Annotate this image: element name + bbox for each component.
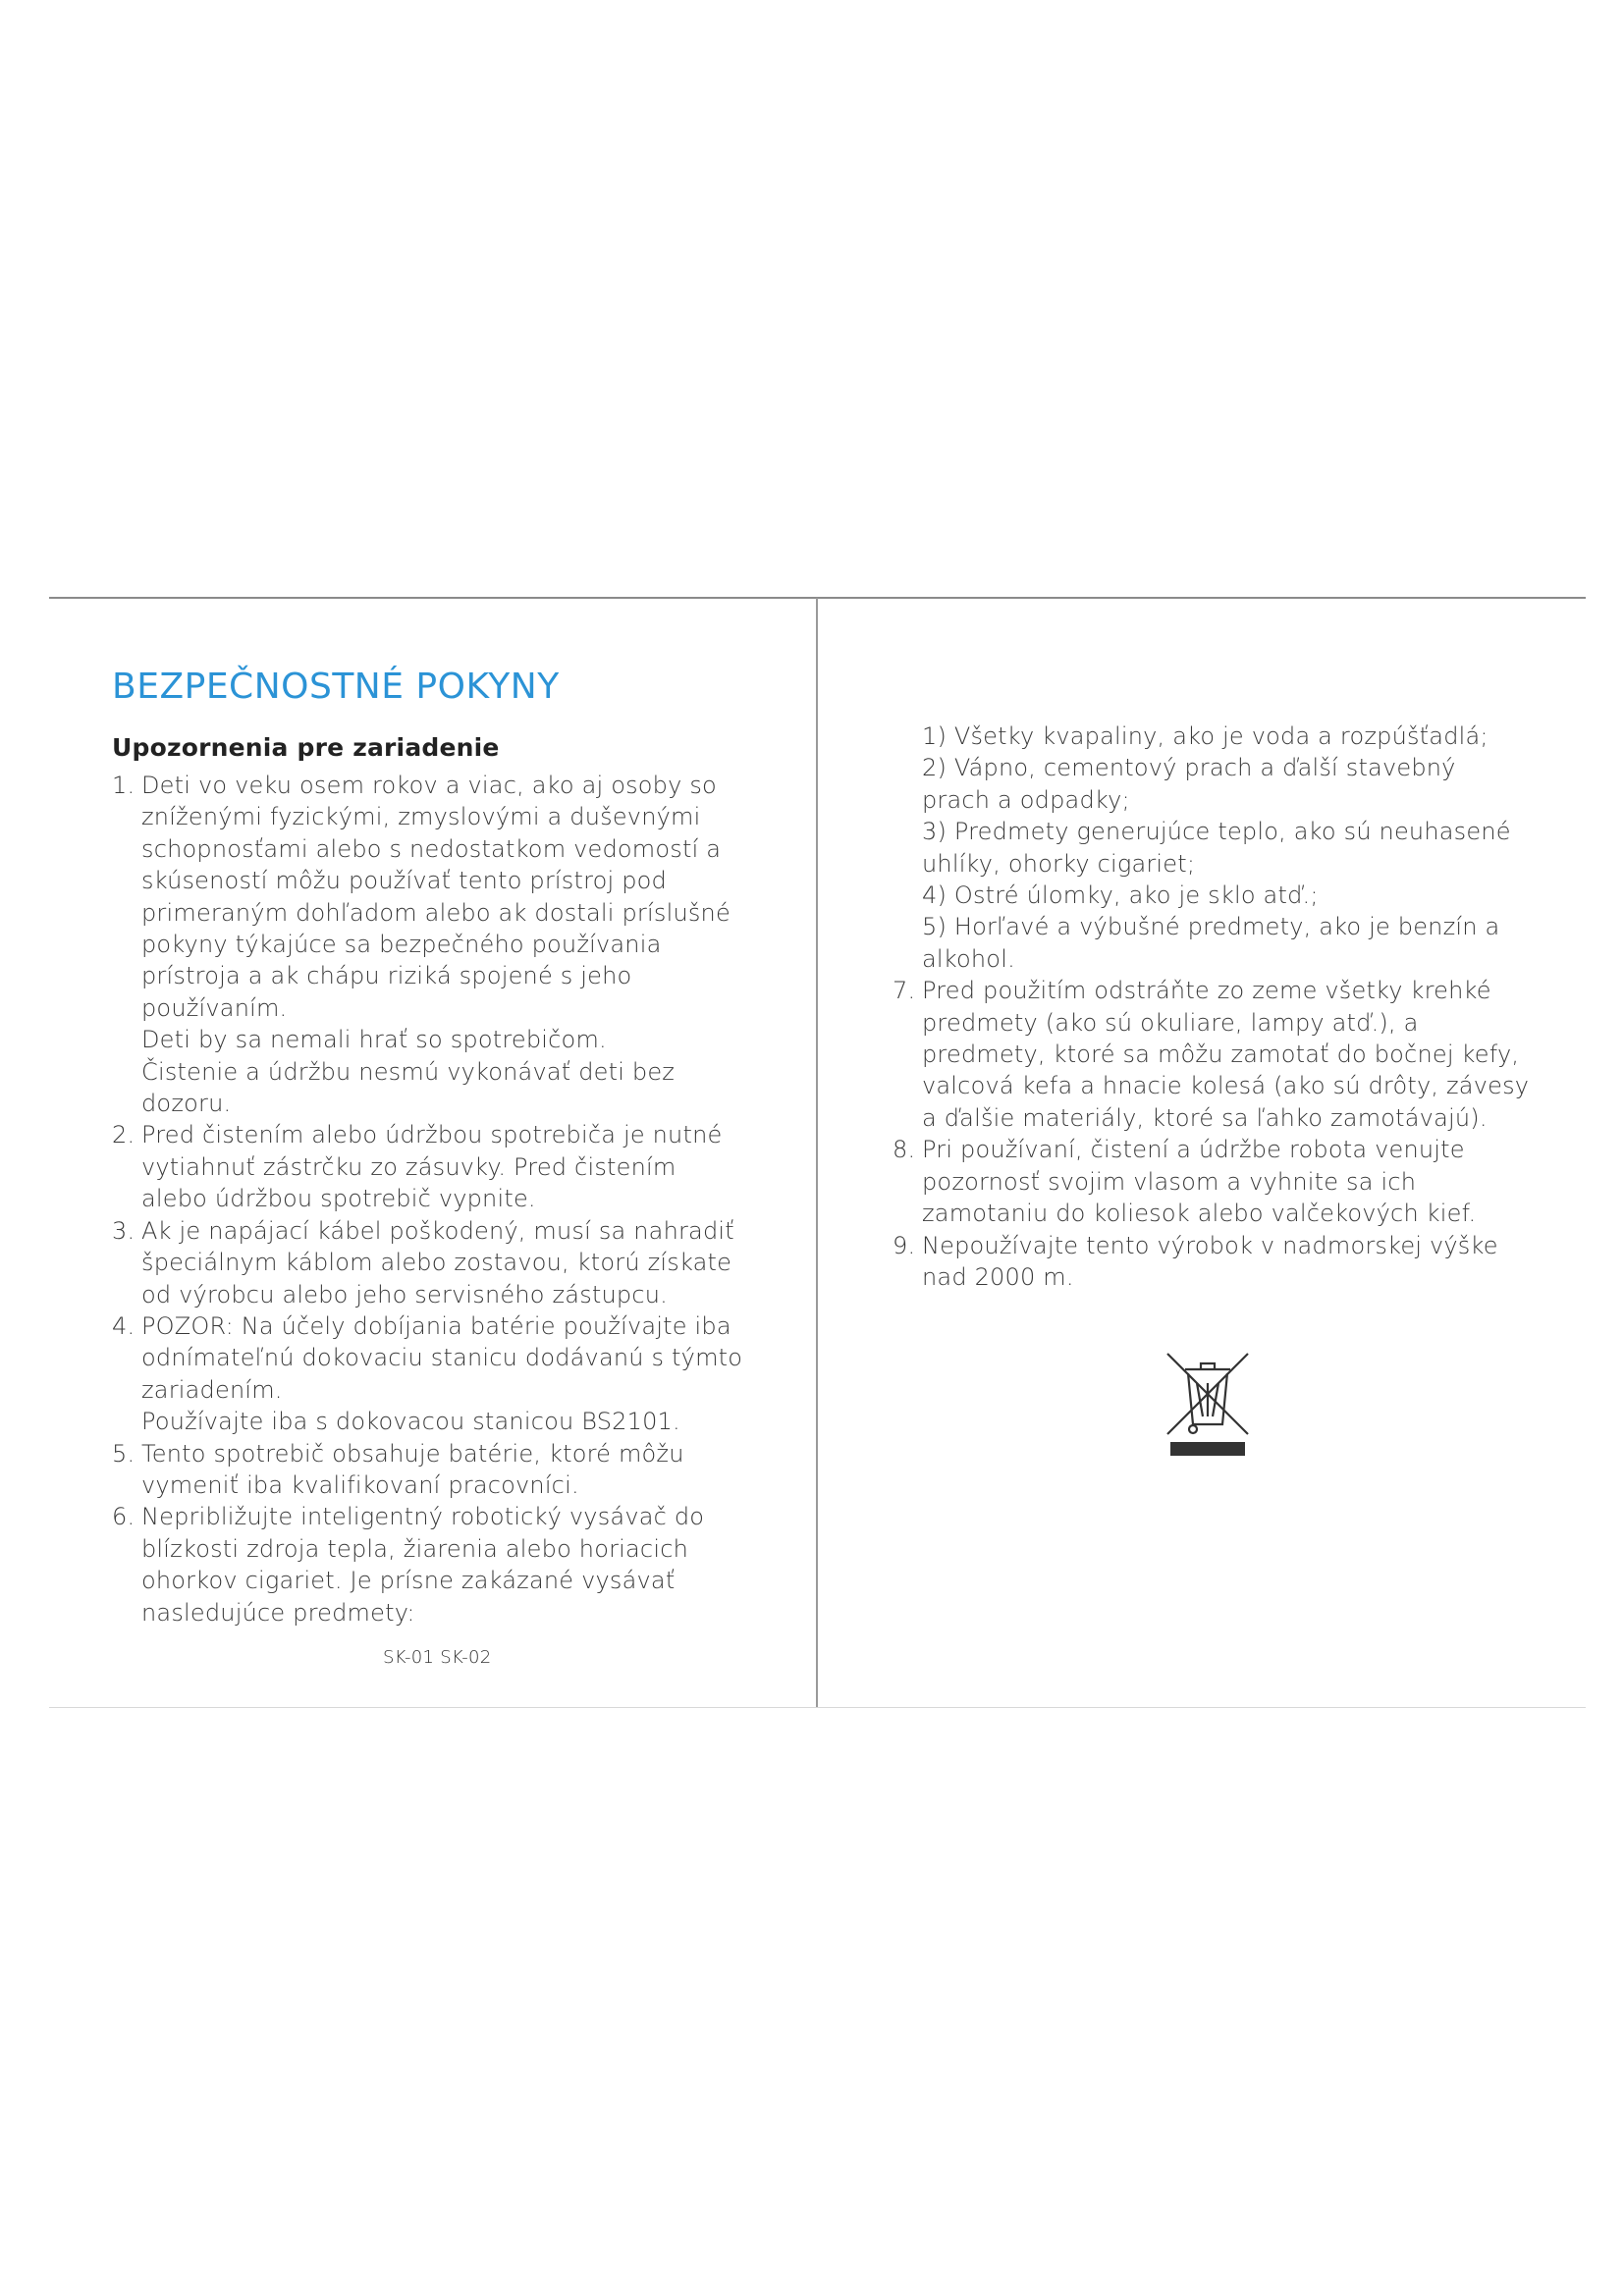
sub-item-line: 1) Všetky kvapaliny, ako je voda a rozpúšťadlá; — [922, 722, 1489, 750]
list-item-line: Deti vo veku osem rokov a viac, ako aj osoby so — [141, 772, 717, 799]
list-item-number: 3. — [112, 1216, 135, 1245]
list-item-line: pozornosť svojim vlasom a vyhnite sa ich — [922, 1167, 1417, 1196]
list-item-line: nasledujúce predmety: — [141, 1598, 415, 1627]
list-item-line: primeraným dohľadom alebo ak dostali príslušné — [141, 898, 731, 927]
list-item-line: Pred čistením alebo údržbou spotrebiča je nutné — [141, 1121, 723, 1149]
list-item-line: zníženými fyzickými, zmyslovými a duševnými — [141, 803, 701, 831]
list-item — [893, 975, 1531, 1134]
page-number-footer: SK-01 SK-02 — [383, 1647, 492, 1668]
list-item-line: a ďalšie materiály, ktoré sa ľahko zamotávajú). — [922, 1103, 1488, 1132]
list-item-line: od výrobcu alebo jeho servisného zástupcu. — [141, 1280, 669, 1308]
list-item-line: valcová kefa a hnacie kolesá (ako sú drôty, závesy — [922, 1072, 1530, 1100]
list-item-number: 5. — [112, 1439, 135, 1468]
right-instruction-list — [893, 975, 1531, 1293]
list-item — [112, 1215, 750, 1310]
sub-item-line: 4) Ostré úlomky, ako je sklo atď.; — [922, 881, 1319, 910]
list-item-line: Tento spotrebič obsahuje batérie, ktoré môžu — [141, 1439, 684, 1468]
list-item-line: blízkosti zdroja tepla, žiarenia alebo horiacich — [141, 1534, 688, 1563]
list-item-line: Používajte iba s dokovacou stanicou BS2101. — [141, 1408, 680, 1436]
list-item-line: schopnosťami alebo s nedostatkom vedomostí a — [141, 834, 722, 863]
list-item-line: POZOR: Na účely dobíjania batérie používajte iba — [141, 1311, 731, 1340]
list-item-line: dozoru. — [141, 1090, 232, 1118]
list-item-line: Čistenie a údržbu nesmú vykonávať deti bez — [141, 1057, 676, 1086]
list-item — [112, 1501, 750, 1629]
left-column — [112, 660, 750, 1629]
list-item-number: 7. — [893, 977, 916, 1005]
list-item — [112, 1310, 750, 1438]
list-item-line: ohorkov cigariet. Je prísne zakázané vysávať — [141, 1567, 676, 1595]
list-item-line: vytiahnuť zástrčku zo zásuvky. Pred čistením — [141, 1152, 677, 1181]
sub-item-line: 2) Vápno, cementový prach a ďalší stavebný — [922, 754, 1456, 782]
list-item-line: alebo údržbou spotrebič vypnite. — [141, 1185, 536, 1213]
center-divider — [816, 598, 818, 1708]
list-item-line: vymeniť iba kvalifikovaní pracovníci. — [141, 1470, 579, 1499]
right-column — [893, 721, 1531, 1293]
list-item-line: zamotaniu do koliesok alebo valčekových kief. — [922, 1200, 1477, 1228]
list-item-line: odnímateľnú dokovaciu stanicu dodávanú s týmto — [141, 1344, 743, 1372]
crossed-out-wheelie-bin-icon — [1164, 1340, 1252, 1458]
sub-item-line: uhlíky, ohorky cigariet; — [922, 849, 1196, 878]
list-item-line: Nepoužívajte tento výrobok v nadmorskej výške — [922, 1231, 1498, 1259]
list-item-number: 9. — [893, 1231, 916, 1259]
left-instruction-list — [112, 770, 750, 1629]
list-item-line: Ak je napájací kábel poškodený, musí sa nahradiť — [141, 1216, 734, 1245]
list-item-number: 2. — [112, 1121, 135, 1149]
list-item — [893, 1230, 1531, 1294]
sub-item-line: alkohol. — [922, 944, 1015, 973]
list-item-line: Pred použitím odstráňte zo zeme všetky krehké — [922, 977, 1491, 1005]
list-item — [112, 1438, 750, 1502]
section-subtitle: Upozornenia pre zariadenie — [112, 733, 500, 762]
list-item-line: predmety, ktoré sa môžu zamotať do bočnej kefy, — [922, 1041, 1520, 1069]
list-item-line: zariadením. — [141, 1375, 283, 1404]
list-item-line: Nepribližujte inteligentný robotický vysávač do — [141, 1503, 705, 1531]
sub-item-line: 5) Horľavé a výbušné predmety, ako je benzín a — [922, 913, 1500, 941]
list-item — [893, 1134, 1531, 1229]
bottom-rule — [49, 1707, 1586, 1708]
list-item-line: predmety (ako sú okuliare, lampy atď.), a — [922, 1008, 1419, 1037]
sub-item-line: prach a odpadky; — [922, 785, 1130, 814]
list-item-line: skúseností môžu používať tento prístroj pod — [141, 867, 667, 895]
list-item-number: 1. — [112, 772, 135, 799]
list-item-number: 4. — [112, 1311, 135, 1340]
list-item-line: používaním. — [141, 993, 288, 1022]
sub-item-line: 3) Predmety generujúce teplo, ako sú neuhasené — [922, 818, 1511, 846]
list-item-number: 6. — [112, 1503, 135, 1531]
prohibited-items-list — [893, 721, 1531, 975]
list-item — [112, 1119, 750, 1214]
list-item-line: prístroja a ak chápu riziká spojené s jeho — [141, 962, 632, 990]
list-item — [112, 770, 750, 1119]
list-item-number: 8. — [893, 1136, 916, 1164]
list-item-line: Pri používaní, čistení a údržbe robota venujte — [922, 1136, 1465, 1164]
list-item-line: špeciálnym káblom alebo zostavou, ktorú získate — [141, 1249, 732, 1277]
list-item-line: nad 2000 m. — [922, 1262, 1074, 1291]
page-title: BEZPEČNOSTNÉ POKYNY — [112, 667, 560, 707]
list-item-line: pokyny týkajúce sa bezpečného používania — [141, 931, 662, 959]
list-item-line: Deti by sa nemali hrať so spotrebičom. — [141, 1026, 607, 1054]
